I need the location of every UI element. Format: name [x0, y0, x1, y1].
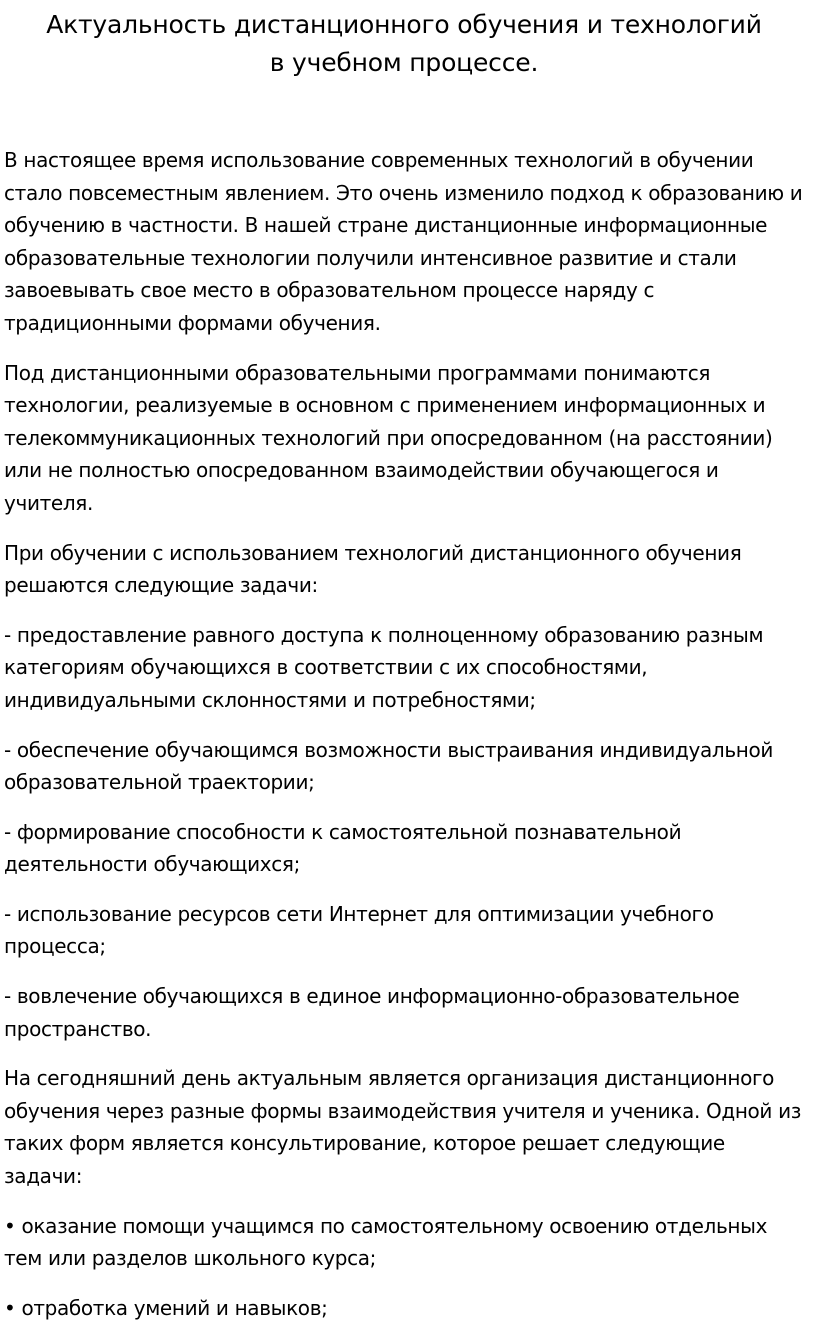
list-item-unified-space: - вовлечение обучающихся в единое информационно-образовательное пространство. — [4, 984, 740, 1041]
title-line-2: в учебном процессе. — [269, 48, 539, 77]
paragraph-consulting: На сегодняшний день актуальным является организация дистанционного обучения через разные формы взаимодействия учителя и ученика. Одной из таких форм является консультирование, которое решает следующие задачи: — [4, 1066, 802, 1189]
paragraph-intro: В настоящее время использование современных технологий в обучении стало повсеместным явлением. Это очень изменило подход к образованию и обучению в частности. В нашей стране дистанционные информационные образовательные технологии получили интенсивное развитие и стали завоевывать свое место в образовательном процессе наряду с традиционными формами обучения. — [4, 148, 803, 335]
document-body — [4, 144, 804, 1324]
list-item-internet-resources: - использование ресурсов сети Интернет для оптимизации учебного процесса; — [4, 901, 714, 959]
paragraph-definition: Под дистанционными образовательными программами понимаются технологии, реализуемые в основном с применением информационных и телекоммуникационных технологий при опосредованном (на расстоянии) или не полностью опосредованном взаимодействии обучающегося и учителя. — [4, 360, 773, 515]
paragraph-tasks-intro: При обучении с использованием технологий дистанционного обучения решаются следующие задачи: — [4, 540, 742, 598]
list-item-self-learning: - формирование способности к самостоятельной познавательной деятельности обучающихся; — [4, 819, 682, 877]
title-line-1: Актуальность дистанционного обучения и технологий — [46, 10, 762, 39]
bullet-item-skills: • отработка умений и навыков; — [4, 1295, 328, 1320]
list-item-individual-trajectory: - обеспечение обучающимся возможности выстраивания индивидуальной образовательной траектории; — [4, 737, 774, 795]
list-item-equal-access: - предоставление равного доступа к полноценному образованию разным категориям обучающихся в соответствии с их способностями, индивидуальными склонностями и потребностями; — [4, 622, 764, 712]
bullet-item-help: • оказание помощи учащимся по самостоятельному освоению отдельных тем или разделов школьного курса; — [4, 1213, 768, 1271]
document-title — [4, 6, 804, 82]
